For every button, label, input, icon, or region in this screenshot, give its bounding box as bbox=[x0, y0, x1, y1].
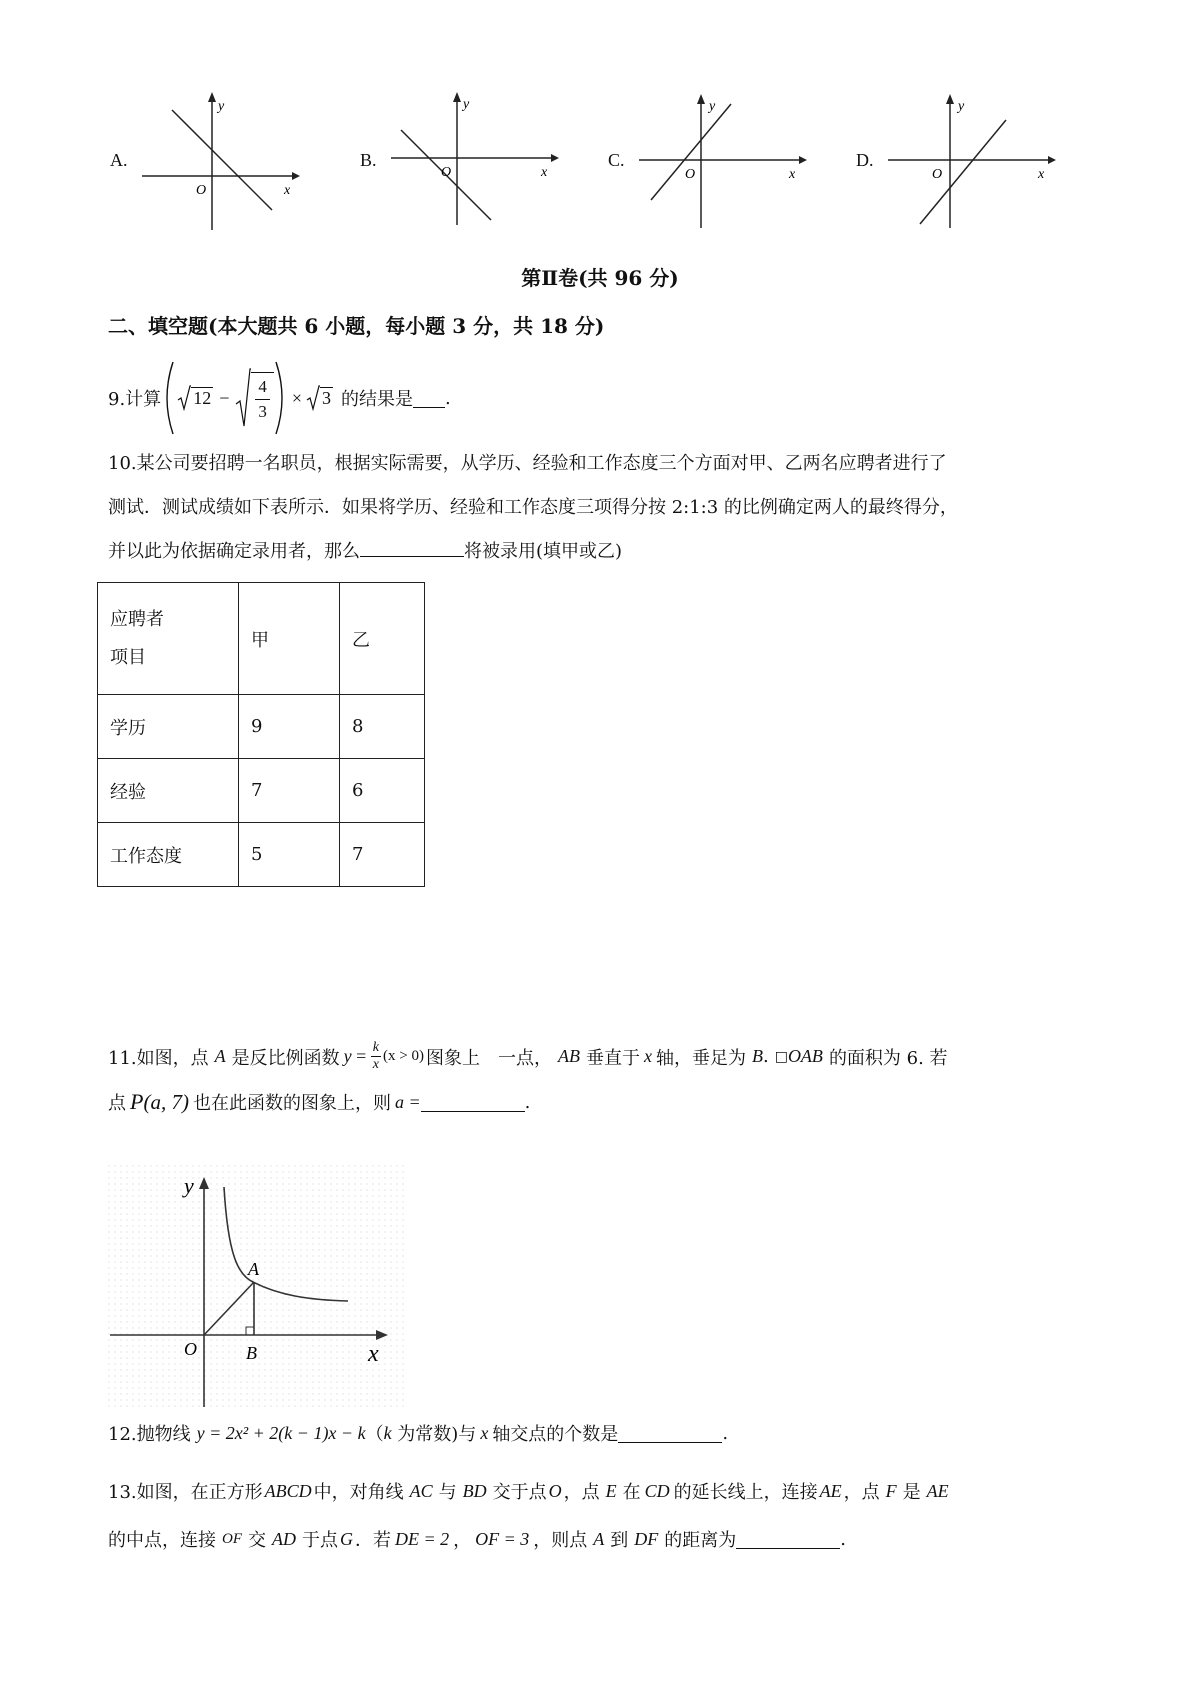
q9-minus: − bbox=[219, 387, 230, 408]
option-b-label: B. bbox=[360, 150, 377, 170]
q11-text-4: 垂直于 bbox=[585, 1047, 640, 1069]
row-value-jia: 9 bbox=[239, 695, 340, 759]
q12-axis-x: x bbox=[480, 1422, 489, 1443]
q9-prefix: 9.计算 bbox=[108, 389, 162, 410]
option-a-graph bbox=[142, 90, 302, 230]
option-d-x-label: x bbox=[1037, 167, 1044, 182]
q13-text-4: 交于点 bbox=[492, 1482, 547, 1503]
q12-prefix: 12.抛物线 bbox=[108, 1424, 191, 1445]
q10-line-3 bbox=[108, 530, 1108, 574]
radical-sign-icon bbox=[235, 368, 251, 428]
option-d-y-label: y bbox=[957, 99, 964, 114]
option-c-label: C. bbox=[608, 150, 625, 170]
option-a bbox=[110, 90, 302, 230]
q13-g: G bbox=[340, 1528, 353, 1549]
q13-de: DE = 2 bbox=[395, 1528, 450, 1549]
question-9 bbox=[108, 360, 451, 436]
option-c-x-label: x bbox=[788, 167, 795, 182]
option-d-label: D. bbox=[856, 150, 874, 170]
q9-radical-12 bbox=[177, 385, 213, 411]
q11-graph bbox=[108, 1165, 404, 1407]
row-value-jia: 5 bbox=[239, 823, 340, 887]
q9-radical-3 bbox=[306, 385, 333, 411]
q12-suffix: 轴交点的个数是 bbox=[492, 1424, 619, 1445]
question-11 bbox=[108, 1040, 1108, 1115]
option-a-x-label: x bbox=[283, 183, 290, 198]
q11-point-b: B bbox=[751, 1046, 763, 1066]
score-table bbox=[97, 582, 425, 887]
option-d-origin-label: O bbox=[931, 167, 942, 182]
header-applicant: 应聘者 bbox=[110, 608, 164, 630]
graph-y-label: y bbox=[184, 1173, 194, 1198]
q13-of: OF bbox=[222, 1530, 242, 1547]
q13-text-15: ，则点 bbox=[533, 1530, 588, 1551]
q10-line-1: 10.某公司要招聘一名职员，根据实际需要，从学历、经验和工作态度三个方面对甲、乙两名应聘者进行了 bbox=[108, 453, 947, 474]
header-col-jia: 甲 bbox=[239, 583, 340, 695]
row-item: 学历 bbox=[98, 695, 239, 759]
q11-text-6: . bbox=[762, 1046, 769, 1067]
q9-times: × bbox=[291, 387, 302, 408]
q12-paren: （ bbox=[365, 1424, 384, 1445]
q11-frac-k: k bbox=[372, 1040, 380, 1055]
q13-bd: BD bbox=[462, 1480, 487, 1501]
q11-box: □ bbox=[774, 1048, 788, 1065]
q11-cond: (x > 0) bbox=[383, 1048, 424, 1064]
q13-text-13: ．若 bbox=[355, 1530, 391, 1551]
q13-text-1: 13.如图，在正方形 bbox=[108, 1482, 263, 1503]
table-header-row bbox=[98, 583, 425, 695]
q13-text-7: 的延长线上，连接 bbox=[673, 1482, 818, 1503]
q11-frac bbox=[371, 1040, 381, 1073]
option-b-y-label: y bbox=[462, 97, 469, 112]
q13-of-value: OF = 3 bbox=[475, 1528, 530, 1549]
q13-ae: AE bbox=[819, 1480, 842, 1501]
q13-e: E bbox=[605, 1480, 617, 1501]
q11-text-5: 轴，垂足为 bbox=[655, 1047, 746, 1069]
q9-frac bbox=[251, 372, 274, 424]
q13-line-2 bbox=[108, 1526, 1108, 1552]
q11-text-7: 的面积为 6. 若 bbox=[828, 1047, 948, 1069]
option-b-x-label: x bbox=[540, 165, 547, 180]
q11-oab: OAB bbox=[787, 1046, 823, 1066]
q11-line-2 bbox=[108, 1089, 1108, 1115]
q11-a-eq: a = bbox=[394, 1091, 421, 1112]
q13-text-2: 中，对角线 bbox=[313, 1482, 404, 1503]
q13-text-10: 的中点，连接 bbox=[108, 1530, 216, 1551]
q9-answer-blank bbox=[413, 406, 445, 408]
q9-rad1: 12 bbox=[193, 388, 212, 408]
q11-eq: = bbox=[351, 1046, 371, 1066]
q13-df: DF bbox=[634, 1528, 659, 1549]
q13-text-14: ， bbox=[453, 1530, 472, 1551]
q13-abcd: ABCD bbox=[264, 1480, 312, 1501]
option-a-label: A. bbox=[110, 150, 128, 170]
q10-answer-blank bbox=[360, 555, 464, 557]
q9-left-paren bbox=[161, 360, 175, 436]
q11-text-8: 点 bbox=[108, 1093, 126, 1114]
q13-text-8: ，点 bbox=[843, 1482, 880, 1503]
q11-point-a: A bbox=[214, 1046, 226, 1066]
q13-text-9: 是 bbox=[902, 1482, 921, 1503]
q9-radical-frac bbox=[235, 368, 274, 428]
q13-o: O bbox=[548, 1480, 562, 1501]
question-13 bbox=[108, 1478, 1108, 1552]
q9-suffix: 的结果是 bbox=[341, 389, 413, 410]
q13-text-12: 于点 bbox=[302, 1530, 338, 1551]
row-value-yi: 7 bbox=[340, 823, 425, 887]
q12-answer-blank bbox=[618, 1441, 722, 1443]
q13-text-3: 与 bbox=[438, 1482, 457, 1503]
row-value-jia: 7 bbox=[239, 759, 340, 823]
q10-line-3a: 并以此为依据确定录用者，那么 bbox=[108, 541, 360, 562]
q11-frac-x: x bbox=[372, 1057, 380, 1072]
option-b-origin-label: O bbox=[440, 165, 451, 180]
q11-ab: AB bbox=[557, 1046, 580, 1066]
q12-end: . bbox=[722, 1422, 729, 1444]
graph-x-label: x bbox=[368, 1341, 379, 1367]
q13-ae-2: AE bbox=[926, 1480, 949, 1501]
q9-rad2: 3 bbox=[322, 388, 331, 408]
q13-text-16: 到 bbox=[610, 1530, 629, 1551]
option-c-origin-label: O bbox=[684, 167, 695, 182]
option-b-graph bbox=[391, 90, 561, 230]
radical-sign-icon bbox=[306, 385, 320, 411]
q9-right-paren bbox=[274, 360, 288, 436]
option-d-graph bbox=[888, 90, 1058, 230]
q13-text-5: ，点 bbox=[563, 1482, 600, 1503]
q9-end: . bbox=[445, 387, 451, 409]
q10-line-2: 测试．测试成绩如下表所示．如果将学历、经验和工作态度三项得分按 2:1:3 的比例确定两人的最终得分， bbox=[108, 497, 958, 518]
radical-sign-icon bbox=[177, 385, 191, 411]
table-row bbox=[98, 759, 425, 823]
q12-expression: y = 2x² + 2(k − 1)x − k bbox=[196, 1422, 366, 1443]
q11-text-1: 11.如图，点 bbox=[108, 1047, 209, 1069]
q11-axis-x: x bbox=[643, 1046, 652, 1066]
q13-end: . bbox=[840, 1528, 847, 1550]
section-title: 第Ⅱ卷(共 96 分) bbox=[521, 266, 679, 290]
q11-end: . bbox=[524, 1091, 531, 1113]
q11-line-1 bbox=[108, 1040, 1108, 1073]
q11-var-y: y bbox=[343, 1046, 352, 1066]
q9-frac-den: 3 bbox=[258, 402, 267, 421]
graph-point-a-label: A bbox=[248, 1259, 259, 1279]
q13-ac: AC bbox=[409, 1480, 433, 1501]
q11-text-3: 图象上 一点， bbox=[425, 1047, 552, 1069]
table-row bbox=[98, 823, 425, 887]
option-c bbox=[608, 90, 809, 230]
q13-text-6: 在 bbox=[622, 1482, 641, 1503]
graph-origin-label: O bbox=[184, 1339, 197, 1359]
q12-var-k: k bbox=[383, 1422, 392, 1443]
graph-point-b-label: B bbox=[246, 1343, 257, 1363]
q13-line-1 bbox=[108, 1478, 1108, 1504]
row-value-yi: 6 bbox=[340, 759, 425, 823]
table-row bbox=[98, 695, 425, 759]
row-item: 经验 bbox=[98, 759, 239, 823]
part-heading: 二、填空题(本大题共 6 小题，每小题 3 分，共 18 分) bbox=[108, 314, 605, 338]
q13-text-17: 的距离为 bbox=[664, 1530, 737, 1551]
table-header-cell bbox=[98, 583, 239, 695]
q9-frac-num: 4 bbox=[255, 375, 270, 400]
q13-text-11: 交 bbox=[248, 1530, 266, 1551]
option-a-y-label: y bbox=[217, 99, 224, 114]
row-item: 工作态度 bbox=[98, 823, 239, 887]
q11-coords: (a, 7) bbox=[143, 1089, 189, 1114]
q11-answer-blank bbox=[421, 1110, 525, 1112]
option-c-graph bbox=[639, 90, 809, 230]
q13-cd: CD bbox=[644, 1480, 670, 1501]
header-col-yi: 乙 bbox=[340, 583, 425, 695]
option-d bbox=[856, 90, 1058, 230]
q11-text-2: 是反比例函数 bbox=[231, 1047, 340, 1069]
q13-answer-blank bbox=[736, 1547, 840, 1549]
option-graphs bbox=[0, 90, 1200, 240]
header-item: 项目 bbox=[110, 646, 146, 668]
q12-text-2: 为常数)与 bbox=[391, 1424, 477, 1445]
option-b bbox=[360, 90, 561, 230]
option-a-origin-label: O bbox=[195, 183, 206, 198]
option-c-y-label: y bbox=[708, 99, 715, 114]
q11-text-9: 也在此函数的图象上，则 bbox=[192, 1093, 391, 1114]
question-12 bbox=[108, 1420, 728, 1446]
q13-a: A bbox=[593, 1528, 605, 1549]
q10-line-3b: 将被录用(填甲或乙) bbox=[464, 541, 623, 562]
q13-f: F bbox=[885, 1480, 897, 1501]
question-10 bbox=[108, 442, 1108, 574]
row-value-yi: 8 bbox=[340, 695, 425, 759]
q13-ad: AD bbox=[272, 1528, 296, 1549]
q11-point-p: P bbox=[130, 1089, 144, 1114]
